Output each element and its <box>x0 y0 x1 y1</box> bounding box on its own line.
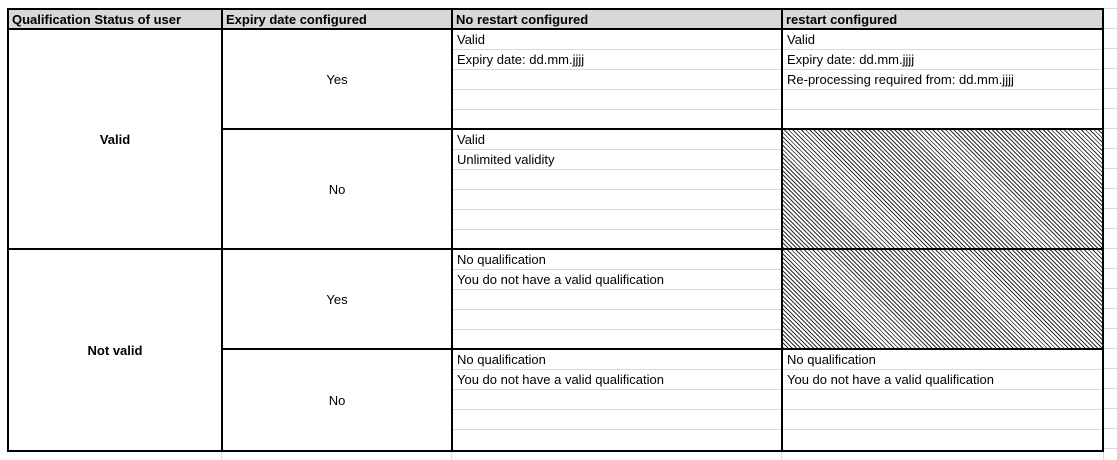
sheet-gridline-below <box>451 452 452 460</box>
empty-grid-row <box>453 70 781 90</box>
empty-grid-row <box>783 110 1102 130</box>
restart-cell-row2-hatched[interactable] <box>783 130 1102 250</box>
empty-grid-row <box>453 310 781 330</box>
empty-grid-row <box>453 170 781 190</box>
status-label: Valid <box>99 131 131 147</box>
empty-grid-row <box>453 190 781 210</box>
no-restart-cell-row4[interactable] <box>453 350 783 450</box>
empty-grid-row <box>453 410 781 430</box>
sheet-gridline-below <box>781 452 782 460</box>
cell-line: Valid <box>783 30 1102 50</box>
cell-line: Expiry date: dd.mm.jjjj <box>783 50 1102 70</box>
restart-cell-row3-hatched[interactable] <box>783 250 1102 350</box>
expiry-label: Yes <box>326 71 348 87</box>
cell-line: You do not have a valid qualification <box>453 370 781 390</box>
expiry-cell-row2[interactable] <box>223 130 453 250</box>
expiry-cell-row4[interactable] <box>223 350 453 450</box>
sheet-gridline-below <box>221 452 222 460</box>
sheet-gridline-below <box>1103 452 1104 460</box>
cell-line: You do not have a valid qualification <box>453 270 781 290</box>
empty-grid-row <box>453 210 781 230</box>
header-no-restart-configured[interactable]: No restart configured <box>453 10 783 30</box>
expiry-label: No <box>328 181 346 197</box>
expiry-cell-row1[interactable] <box>223 30 453 130</box>
empty-grid-row <box>453 390 781 410</box>
sheet-gridlines-right <box>1104 8 1117 452</box>
cell-line: No qualification <box>453 250 781 270</box>
cell-line: No qualification <box>453 350 781 370</box>
empty-grid-row <box>783 430 1102 450</box>
cell-line: Expiry date: dd.mm.jjjj <box>453 50 781 70</box>
expiry-label: No <box>328 392 346 408</box>
empty-grid-row <box>453 430 781 450</box>
restart-cell-row1[interactable] <box>783 30 1102 130</box>
restart-cell-row4[interactable] <box>783 350 1102 450</box>
cell-line: Valid <box>453 130 781 150</box>
status-label: Not valid <box>87 342 143 358</box>
no-restart-cell-row3[interactable] <box>453 250 783 350</box>
empty-grid-row <box>783 390 1102 410</box>
empty-grid-row <box>453 110 781 130</box>
expiry-label: Yes <box>326 291 348 307</box>
expiry-cell-row3[interactable] <box>223 250 453 350</box>
status-cell-valid[interactable] <box>9 30 223 250</box>
cell-line: Valid <box>453 30 781 50</box>
empty-grid-row <box>453 290 781 310</box>
header-expiry-date-configured[interactable]: Expiry date configured <box>223 10 453 30</box>
no-restart-cell-row1[interactable] <box>453 30 783 130</box>
empty-grid-row <box>783 410 1102 430</box>
header-qualification-status[interactable]: Qualification Status of user <box>9 10 223 30</box>
cell-line: You do not have a valid qualification <box>783 370 1102 390</box>
cell-line: Re-processing required from: dd.mm.jjjj <box>783 70 1102 90</box>
no-restart-cell-row2[interactable] <box>453 130 783 250</box>
empty-grid-row <box>783 90 1102 110</box>
cell-line: Unlimited validity <box>453 150 781 170</box>
empty-grid-row <box>453 230 781 250</box>
header-restart-configured[interactable]: restart configured <box>783 10 1102 30</box>
empty-grid-row <box>453 90 781 110</box>
cell-line: No qualification <box>783 350 1102 370</box>
status-cell-not-valid[interactable] <box>9 250 223 450</box>
qualification-status-table <box>7 8 1104 452</box>
empty-grid-row <box>453 330 781 350</box>
